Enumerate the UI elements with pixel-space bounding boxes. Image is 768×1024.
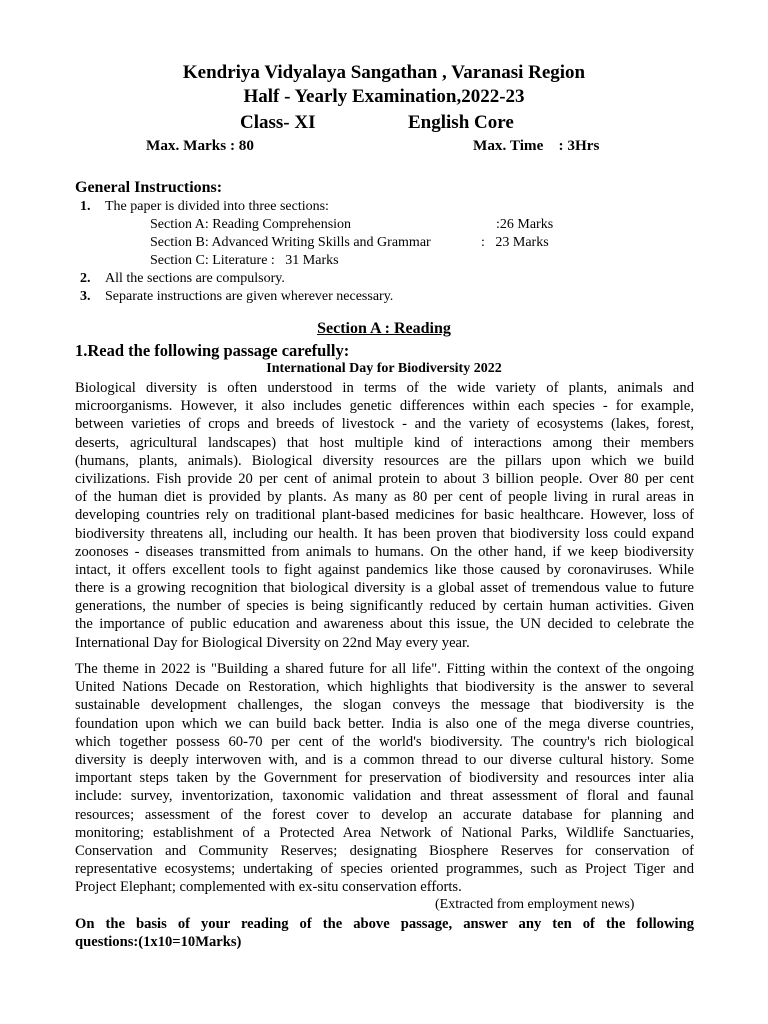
passage-line: generations, the number of species is being significantly reduced by certain human activities. Given bbox=[75, 598, 694, 615]
passage-line: which together possess 60-70 per cent of the world's biodiversity. The country's rich biological bbox=[75, 733, 694, 750]
passage-line: important steps taken by the Government for preservation of biodiversity and resources inter alia bbox=[75, 770, 694, 787]
passage-source: (Extracted from employment news) bbox=[435, 897, 635, 912]
section-b-name: Section B: Advanced Writing Skills and Grammar bbox=[150, 235, 431, 250]
passage-line: biodiversity threatens all, including our health. It has been proven that biodiversity loss could expand bbox=[75, 525, 694, 542]
subject-label: English Core bbox=[408, 112, 514, 133]
passage-paragraph-2 bbox=[75, 660, 694, 896]
question-heading: 1.Read the following passage carefully: bbox=[75, 341, 350, 360]
instruction-number: 3. bbox=[80, 289, 91, 304]
instruction-text: All the sections are compulsory. bbox=[105, 271, 285, 286]
passage-line: International Day for Biological Diversity on 22nd May every year. bbox=[75, 634, 470, 651]
section-a-title: Section A : Reading bbox=[317, 320, 451, 337]
passage-line: The theme in 2022 is "Building a shared future for all life". Fitting within the context of the ongoing bbox=[75, 661, 694, 677]
passage-line: the importance of public education and awareness about this issue, the UN decided to celebrate the bbox=[75, 616, 694, 633]
passage-line: (humans, plants, animals). Biological diversity resources are the pillars upon which we build bbox=[75, 452, 694, 469]
passage-line: United Nations Decade on Restoration, which highlights that biodiversity is the answer to several bbox=[75, 679, 694, 696]
instruction-number: 1. bbox=[80, 199, 91, 214]
school-name: Kendriya Vidyalaya Sangathan , Varanasi Region bbox=[182, 62, 586, 83]
passage-line: Project Elephant; complemented with ex-situ conservation efforts. bbox=[75, 879, 462, 896]
instruction-number: 2. bbox=[80, 271, 91, 286]
questions-instruction bbox=[75, 915, 694, 951]
passage-line: sustainable development challenges, the slogan conveys the message that biodiversity is the bbox=[75, 697, 694, 714]
section-c-name: Section C: Literature : 31 Marks bbox=[150, 253, 339, 268]
passage-paragraph-1 bbox=[75, 379, 694, 652]
general-instructions-heading: General Instructions: bbox=[75, 179, 223, 196]
max-time: Max. Time : 3Hrs bbox=[473, 137, 600, 154]
section-a-name: Section A: Reading Comprehension bbox=[150, 217, 352, 232]
exam-title: Half - Yearly Examination,2022-23 bbox=[243, 86, 525, 107]
passage-title: International Day for Biodiversity 2022 bbox=[266, 361, 502, 376]
section-b-marks: : 23 Marks bbox=[481, 235, 549, 250]
passage-line: Conservation and Community Reserves; designating Biosphere Reserves for conservation of bbox=[75, 842, 694, 859]
instruction-line: On the basis of your reading of the above passage, answer any ten of the following bbox=[75, 916, 694, 932]
passage-line: there is a growing recognition that biological diversity is a global asset of tremendous value to future bbox=[75, 580, 694, 597]
section-a-marks: :26 Marks bbox=[496, 217, 554, 232]
passage-line: developing countries rely on traditional plant-based medicines for basic healthcare. However, loss of bbox=[75, 507, 694, 524]
passage-line: diversity is deeply interwoven with, and is a common thread to our diverse cultural history. Some bbox=[75, 751, 694, 768]
passage-line: include: survey, inventorization, taxonomic validation and threat assessment of floral and faunal bbox=[75, 788, 694, 805]
passage-line: zoonoses - diseases transmitted from animals to humans. On the other hand, if we keep biodiversity bbox=[75, 543, 694, 560]
passage-line: of the human diet is provided by plants. As many as 80 per cent of people living in rural areas in bbox=[75, 489, 694, 506]
instruction-text: The paper is divided into three sections: bbox=[105, 199, 329, 214]
passage-line: foundation upon which we can build back better. India is also one of the mega diverse countries, bbox=[75, 715, 694, 732]
passage-line: deserts, agricultural landscapes) that host multiple kind of interactions among their members bbox=[75, 434, 694, 451]
passage-line: resources; assessment of the forest cover to develop an accurate database for planning and bbox=[75, 806, 694, 823]
instruction-text: Separate instructions are given wherever necessary. bbox=[105, 289, 394, 304]
passage-line: civilizations. Fish provide 20 per cent of animal protein to about 3 billion people. Over 80 per cent bbox=[75, 470, 694, 487]
passage-line: Biological diversity is often understood in terms of the wide variety of plants, animals and bbox=[75, 380, 694, 396]
passage-line: between varieties of crops and breeds of livestock - and the variety of ecosystems (lakes, forest, bbox=[75, 416, 694, 433]
passage-line: monitoring; establishment of a Protected Area Network of National Parks, Wildlife Sanctuaries, bbox=[75, 824, 694, 841]
passage-line: microorganisms. However, it also includes genetic differences within each species - for example, bbox=[75, 398, 694, 415]
max-marks: Max. Marks : 80 bbox=[146, 137, 254, 154]
instruction-line: questions:(1x10=10Marks) bbox=[75, 934, 242, 951]
class-label: Class- XI bbox=[240, 112, 316, 133]
passage-line: intact, it offers excellent tools to fight against pandemics like those caused by coronaviruses. While bbox=[75, 561, 694, 578]
passage-line: representative ecosystems; undertaking of species oriented programmes, such as Project Tiger and bbox=[75, 861, 694, 878]
